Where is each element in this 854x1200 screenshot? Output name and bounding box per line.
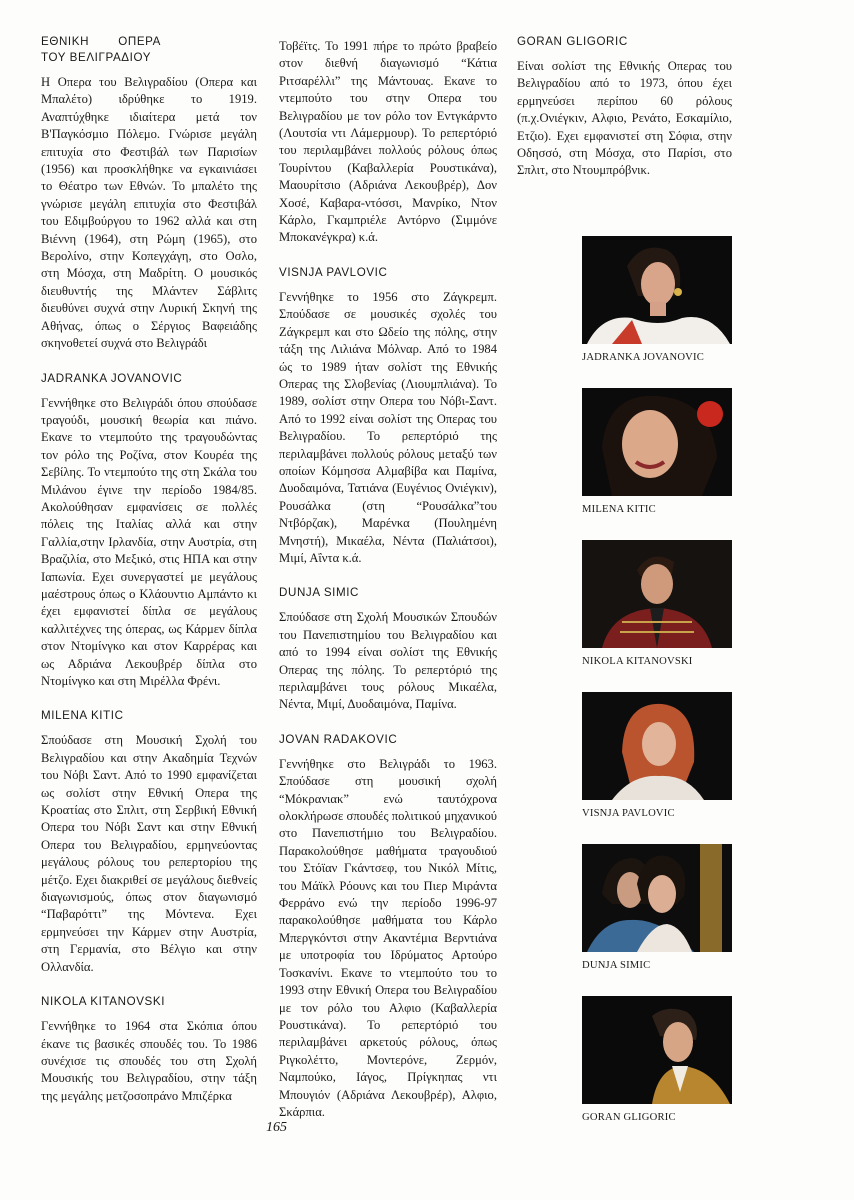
section-heading: DUNJA SIMIC [279, 586, 360, 600]
portrait-caption: GORAN GLIGORIC [582, 1112, 676, 1123]
section-text: Σπούδασε στη Σχολή Μουσικών Σπουδών του Πανεπιστημίου του Βελιγραδίου και από το 1994 είναι σολίστ της Εθνικής Οπερας της πόλης. Το ρεπερτόριό της περιλαμβάνει τους ρόλους Μικαέλα, Νέντα, Μιμί, Δυοδαιμόνα, Παμίνα. [279, 610, 497, 712]
portrait-dunja-simic [582, 844, 732, 971]
portrait-caption: NIKOLA KITANOVSKI [582, 656, 693, 667]
section-jadranka-jovanovic [41, 371, 257, 691]
text-column-1 [41, 34, 257, 1123]
portrait-visnja-pavlovic [582, 692, 732, 819]
section-goran-gligoric [517, 34, 732, 180]
portrait-goran-gligoric [582, 996, 732, 1123]
section-milena-kitic [41, 708, 257, 976]
portrait-photo-icon [582, 844, 732, 952]
section-text: Τοβέϊτς. Το 1991 πήρε το πρώτο βραβείο στον διεθνή διαγωνισμό “Κάτια Ριτσαρέλλι” της Μάντουας. Εκανε το ντεμπούτο του στην Οπερα του Βελιγραδίου με τον ρόλο τον Εντγκάρντο (Λουτσία ντι Λάμερμουρ). Το ρεπερτόριό του περιλαμβάνει πολλούς ρόλους όπως Τουρίντου (Καβαλλερία Ρουστικάνα), Μαουρίτσιο (Αδριάνα Λεκουβρέρ), Δον Χοσέ, Καβαρα-ντόσσι, Μανρίκο, Ντον Κάρλο, Γκαμπριέλε Αντόρνο (Σιμμόνε Μποκανέγκρα) κ.ά. [279, 39, 497, 245]
portrait-photo-icon [582, 996, 732, 1104]
portrait-nikola-kitanovski [582, 540, 732, 667]
section-jovan-radakovic [279, 732, 497, 1122]
section-nikola-kitanovski [41, 994, 257, 1105]
portrait-photo-icon [582, 540, 732, 648]
section-belgrade-opera [41, 34, 257, 353]
portrait-caption: VISNJA PAVLOVIC [582, 808, 675, 819]
section-text: Γεννήθηκε το 1964 στα Σκόπια όπου έκανε τις βασικές σπουδές του. Το 1986 συνέχισε τις σπουδές του στη Σχολή Μουσικής του Βελιγραδίου, στην τάξη της μεγάλης μετζοσοπράνο Μπιζέρκα [41, 1019, 257, 1103]
section-dunja-simic [279, 585, 497, 713]
section-kitanovski-continued [279, 38, 497, 247]
page-number: 165 [266, 1120, 287, 1135]
section-text: Είναι σολίστ της Εθνικής Οπερας του Βελιγραδίου από το 1973, όπου έχει ερμηνεύσει περίπου 60 ρόλους (π.χ.Ονιέγκιν, Αλφιο, Ρενάτο, Εσκαμίλιο, Ετζιο). Εχει εμφανιστεί στη Σόφια, στην Οδησσό, στη Μόσχα, στο Παρίσι, στο Σπλιτ, στο Ντουμπρόβνικ. [517, 59, 732, 178]
section-heading: JADRANKA JOVANOVIC [41, 371, 183, 385]
section-heading: ΕΘΝΙΚΗ ΟΠΕΡΑ ΤΟΥ ΒΕΛΙΓΡΑΔΙΟΥ [41, 35, 161, 64]
portrait-photo-icon [582, 236, 732, 344]
text-column-3 [517, 34, 732, 198]
portrait-photo-icon [582, 388, 732, 496]
section-heading: JOVAN RADAKOVIC [279, 732, 398, 746]
section-text: Σπούδασε στη Μουσική Σχολή του Βελιγραδίου και στην Ακαδημία Τεχνών του Νόβι Σαντ. Από το 1990 εμφανίζεται ως σολίστ στην Εθνική Οπερα της Κροατίας στο Σπλιτ, στη Σερβική Εθνική Οπερα του Νόβι Σαντ και στην Εθνική Οπερα του Βελιγραδίου, ερμηνεύοντας μεγάλους ρόλους του ρεπερτορίου της μέτζο. Εχει διακριθεί σε μεγάλους διεθνείς διαγωνισμούς, όπως στον διαγωνισμό “Παβαρόττι” της Μόντενα. Εχει ερμηνεύσει την Κάρμεν στην Αυστρία, στη Γερμανία, στο Βέλγιο και στην Ολλανδία. [41, 733, 257, 974]
portrait-caption: MILENA KITIC [582, 504, 656, 515]
text-column-2 [279, 38, 497, 1139]
section-text: Γεννήθηκε στο Βελιγράδι το 1963. Σπούδασε στη μουσική σχολή “Μόκρανιακ” ενώ ταυτόχρονα ολοκλήρωσε σπουδές πολιτικού μηχανικού στο Πανεπιστήμιο του Βελιγραδίου. Παρακολούθησε μαθήματα τραγουδιού του Στόϊαν Γκάντσεφ, του Νικόλ Μίτις, του Μάϊκλ Ρόουνς και του Πιερ Μιράντα Φερράνο ενώ την περίοδο 1996-97 παρακολούθησε μαθήματα του Κάρλο Μπεργκόντσι στην Ακαντέμια Βερντιάνα με υποτροφία του Ιδρύματος Αρτούρο Τοσκανίνι. Εκανε το ντεμπούτο του το 1993 στην Εθνική Οπερα του Βελιγραδίου με τον ρόλο του Αλφιο (Καβαλλερία Ρουστικάνα). Το ρεπερτόριό του περιλαμβάνει αρκετούς ρόλους, όπως Ριγκολέττο, Μοντερόνε, Ζερμόν, Ναμπούκο, Ιάγος, Πρίγκηπας ντι Μπουγιόν (Αδριάνα Λεκουβρέρ), Αλφιο, Σκάρπια. [279, 756, 497, 1119]
section-visnja-pavlovic [279, 265, 497, 568]
portrait-jadranka-jovanovic [582, 236, 732, 363]
section-text: Γεννήθηκε στο Βελιγράδι όπου σπούδασε τραγούδι, μουσική θεωρία και πιάνο. Εκανε το ντεμπούτο της τραγουδώντας τον ρόλο της Ροζίνα, στον Κουρέα της Σεβίλης. Το ντεμπούτο της στη Σκάλα του Μιλάνου έγινε την περίοδο 1984/85. Ακολούθησαν εμφανίσεις σε πολλές πόλεις της Ιταλίας αλλά και στην Γαλλία,στην Ιρλανδία, στην Αυστρία, στη Βραζιλία, στο Μεξικό, στις ΗΠΑ και στην Ιαπωνία. Εχει συνεργαστεί με μεγάλους μαέστρους όπως ο Κλάουντιο Αμπάντο κι έχει εμφανιστεί δίπλα σε μεγάλους καλλιτέχνες της όπερας, ως Κάρμεν δίπλα στον Ντομίνγκο και στον Καρρέρας και ως Αδριάνα Λεκουβρέρ δίπλα στο Ντομίνγκο και στη Μιρέλλα Φρένι. [41, 395, 257, 688]
section-heading: MILENA KITIC [41, 709, 124, 723]
section-text: Γεννήθηκε το 1956 στο Ζάγκρεμπ. Σπούδασε σε μουσικές σχολές του Ζάγκρεμπ και στο Ωδείο της πόλης, στην τάξη της Λιλιάνα Μόλναρ. Από το 1984 ώς το 1989 ήταν σολίστ της Εθνικής Οπερας της Σλοβενίας (Λιουμπλιάνα). Το 1989, σολίστ στην Οπερα του Νόβι-Σαντ. Από το 1992 είναι σολίστ της Οπερας του Βελιγραδίου. Το ρεπερτόριό της περιλαμβάνει πολλούς ρόλους μεταξύ των οποίων Κόμησσα Αλμαβίβα και Παμίνα, Δυοδαιμόνα, Τατιάνα (Ευγένιος Ονιέγκιν), Ρουσάλκα (στη “Ρουσάλκα”του Ντβόρζακ), Μαρένκα (Πουλημένη Μνηστή), Μικαέλα, Νέντα (Παλιάτσοι), Μιμί, Αΐντα κ.ά. [279, 289, 497, 565]
portrait-photo-icon [582, 692, 732, 800]
section-heading: GORAN GLIGORIC [517, 35, 628, 48]
section-heading: VISNJA PAVLOVIC [279, 265, 388, 279]
portrait-milena-kitic [582, 388, 732, 515]
section-text: Η Οπερα του Βελιγραδίου (Οπερα και Μπαλέτο) ιδρύθηκε το 1919. Αναπτύχθηκε ιδιαίτερα μετά τον Β'Παγκόσμιο Πόλεμο. Γνώρισε μεγάλη επιτυχία στο Φεστιβάλ των Παρισίων (1956) και προσκλήθηκε να εγκαινιάσει το Θέατρο των Εθνών. Το μπαλέτο της γνώρισε μεγάλη επιτυχία στο Φεστιβάλ του Εδιμβούργου το 1962 αλλά και στη Βιέννη (1964), στη Ρώμη (1965), στο Βερολίνο, στην Κοπεγχάγη, στο Οσλο, στη Μόσχα, στη Μαδρίτη. Ο μουσικός διευθυντής της Μλάντεν Σάβλιτς διευθύνει συχνά στην Λυρική Σκηνή της Αθήνας, όπως ο Σέργιος Βαφειάδης σκηνοθετεί συχνά στο Βελιγράδι [41, 75, 257, 351]
portrait-caption: DUNJA SIMIC [582, 960, 651, 971]
portrait-caption: JADRANKA JOVANOVIC [582, 352, 705, 363]
section-heading: NIKOLA KITANOVSKI [41, 995, 166, 1009]
